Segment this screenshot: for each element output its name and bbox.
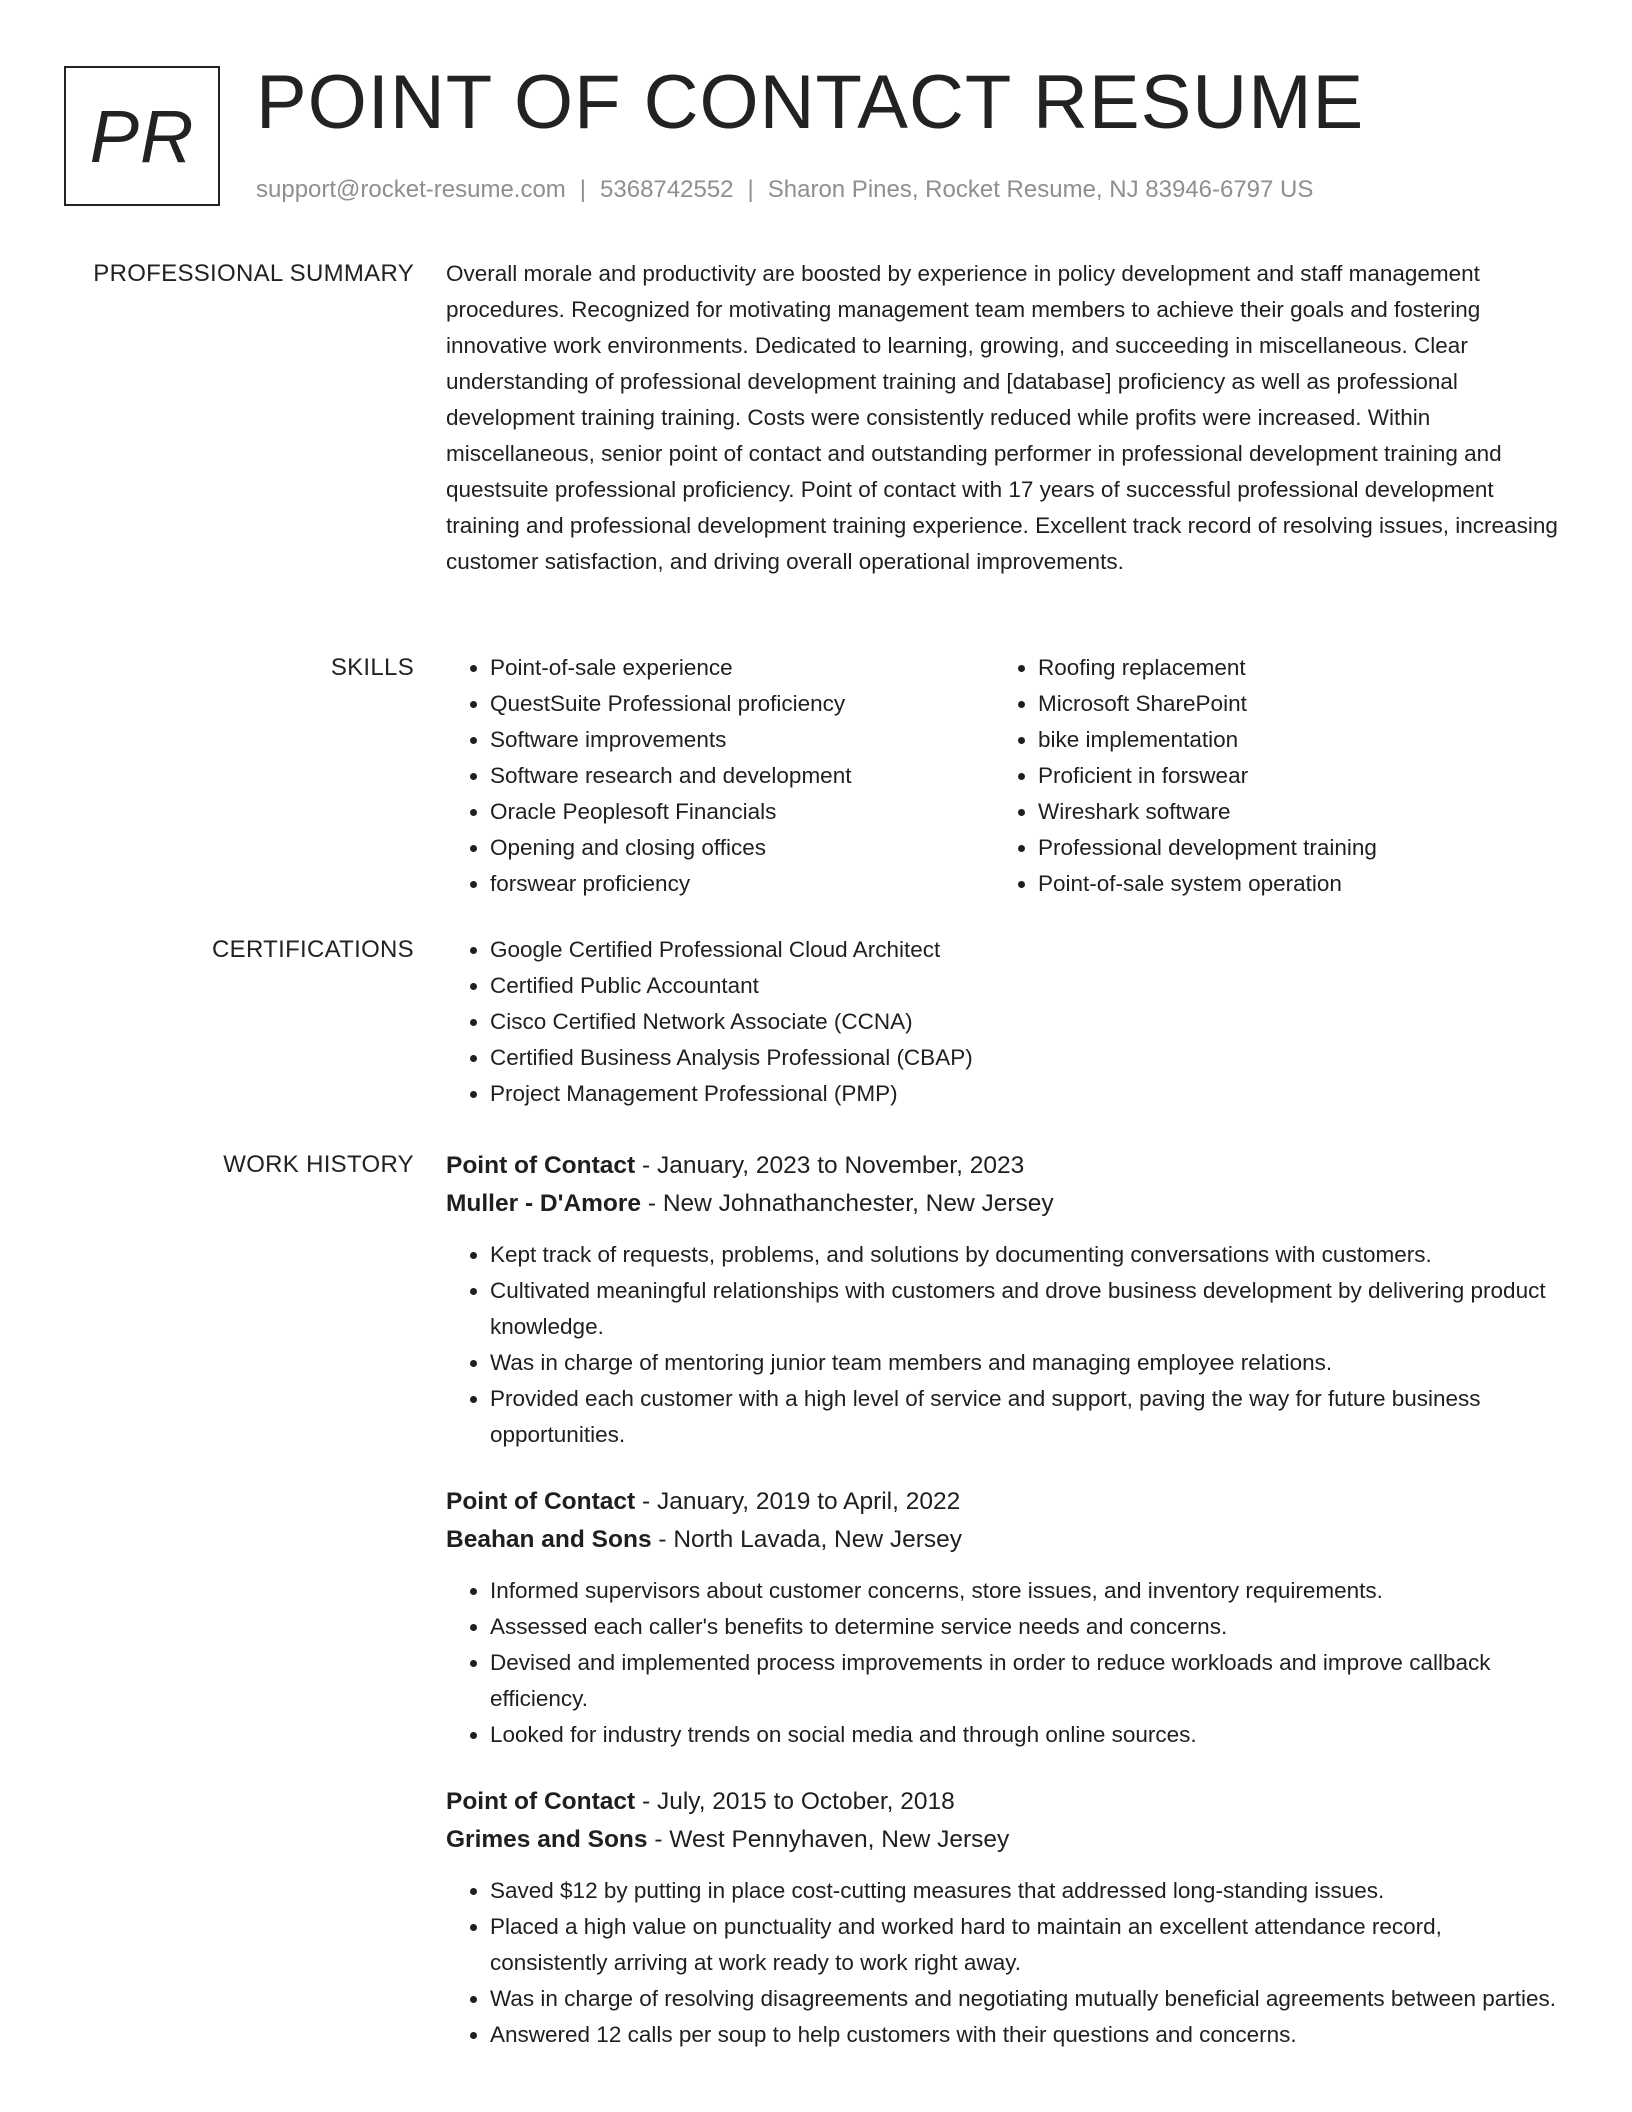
certification-item: • Certified Business Analysis Professional (CBAP) — [490, 1040, 1558, 1076]
job-title-line — [446, 1147, 1558, 1185]
certification-item: • Cisco Certified Network Associate (CCNA) — [490, 1004, 1558, 1040]
job-duty: • Looked for industry trends on social media and through online sources. — [490, 1717, 1558, 1753]
section-body — [446, 932, 1558, 1112]
job-title: Point of Contact — [446, 1152, 636, 1179]
skill-item: • Software improvements — [490, 722, 994, 758]
contact-email: support@rocket-resume.com — [256, 176, 566, 203]
section-label: SKILLS — [330, 654, 414, 681]
job-duty: • Kept track of requests, problems, and solutions by documenting conversations with customers. — [490, 1237, 1558, 1273]
section-label: CERTIFICATIONS — [212, 936, 414, 963]
skill-item: • forswear proficiency — [490, 866, 994, 902]
job-duties-list — [446, 1237, 1558, 1453]
job-entry — [446, 1147, 1558, 1453]
skill-item: • Point-of-sale experience — [490, 650, 994, 686]
job-location: - North Lavada, New Jersey — [651, 1526, 963, 1553]
skill-item: • QuestSuite Professional proficiency — [490, 686, 994, 722]
certification-item: • Certified Public Accountant — [490, 968, 1558, 1004]
job-duty: • Provided each customer with a high level of service and support, paving the way for future business opportunities. — [490, 1381, 1558, 1453]
skill-item: • Professional development training — [1038, 830, 1542, 866]
job-duty: • Was in charge of mentoring junior team members and managing employee relations. — [490, 1345, 1558, 1381]
job-location: - West Pennyhaven, New Jersey — [647, 1826, 1010, 1853]
skill-item: • Proficient in forswear — [1038, 758, 1542, 794]
monogram-badge — [64, 66, 220, 206]
section-body — [446, 256, 1558, 580]
job-duties-list — [446, 1573, 1558, 1753]
job-title: Point of Contact — [446, 1488, 636, 1515]
job-company: Grimes and Sons — [446, 1826, 648, 1853]
job-dates: - July, 2015 to October, 2018 — [635, 1788, 955, 1815]
skill-item: • Opening and closing offices — [490, 830, 994, 866]
job-duty: • Devised and implemented process improvements in order to reduce workloads and improve callback efficiency. — [490, 1645, 1558, 1717]
job-duty: • Assessed each caller's benefits to determine service needs and concerns. — [490, 1609, 1558, 1645]
job-company: Beahan and Sons — [446, 1526, 652, 1553]
certifications-list — [446, 932, 1558, 1112]
job-duty: • Was in charge of resolving disagreements and negotiating mutually beneficial agreements between parties. — [490, 1981, 1558, 2017]
job-company-line — [446, 1821, 1558, 1859]
job-company: Muller - D'Amore — [446, 1190, 642, 1217]
skill-item: • Wireshark software — [1038, 794, 1542, 830]
skill-item: • Oracle Peoplesoft Financials — [490, 794, 994, 830]
skills-list-right — [994, 650, 1542, 902]
job-duty: • Placed a high value on punctuality and worked hard to maintain an excellent attendance record, consistently arriving at work ready to work right away. — [490, 1909, 1558, 1981]
job-title-line — [446, 1483, 1558, 1521]
contact-separator: | — [747, 176, 754, 203]
job-entry — [446, 1783, 1558, 2053]
certification-item: • Google Certified Professional Cloud Architect — [490, 932, 1558, 968]
section-label: WORK HISTORY — [223, 1151, 414, 1178]
contact-line — [256, 172, 1313, 208]
certification-item: • Project Management Professional (PMP) — [490, 1076, 1558, 1112]
contact-phone: 5368742552 — [600, 176, 734, 203]
skills-grid — [446, 650, 1558, 902]
monogram-initials: PR — [89, 94, 195, 178]
skill-item: • Microsoft SharePoint — [1038, 686, 1542, 722]
job-location: - New Johnathanchester, New Jersey — [641, 1190, 1054, 1217]
job-company-line — [446, 1521, 1558, 1559]
job-entry — [446, 1483, 1558, 1753]
skill-item: • Software research and development — [490, 758, 994, 794]
skill-item: • Roofing replacement — [1038, 650, 1542, 686]
section-body — [446, 1147, 1558, 2083]
job-duty: • Informed supervisors about customer concerns, store issues, and inventory requirements. — [490, 1573, 1558, 1609]
section-label: PROFESSIONAL SUMMARY — [93, 260, 414, 287]
skill-item: • Point-of-sale system operation — [1038, 866, 1542, 902]
resume-title: POINT OF CONTACT RESUME — [256, 60, 1365, 145]
job-dates: - January, 2023 to November, 2023 — [635, 1152, 1025, 1179]
job-duty: • Cultivated meaningful relationships with customers and drove business development by delivering product knowledge. — [490, 1273, 1558, 1345]
job-title-line — [446, 1783, 1558, 1821]
skills-list-left — [446, 650, 994, 902]
job-title: Point of Contact — [446, 1788, 636, 1815]
contact-separator: | — [579, 176, 587, 203]
job-duty: • Answered 12 calls per soup to help customers with their questions and concerns. — [490, 2017, 1558, 2053]
job-duty: • Saved $12 by putting in place cost-cutting measures that addressed long-standing issues. — [490, 1873, 1558, 1909]
summary-text: Overall morale and productivity are boosted by experience in policy development and staff management procedures. Recognized for motivating management team members to achieve their goals and fostering innovative work environments. Dedicated to learning, growing, and succeeding in miscellaneous. Clear understanding of professional development training and [database] proficiency as well as professional development training training. Costs were consistently reduced while profits were increased. Within miscellaneous, senior point of contact and outstanding performer in professional development training and questsuite professional proficiency. Point of contact with 17 years of successful professional development training and professional development training experience. Excellent track record of resolving issues, increasing customer satisfaction, and driving overall operational improvements. — [446, 261, 1558, 574]
job-company-line — [446, 1185, 1558, 1223]
skill-item: • bike implementation — [1038, 722, 1542, 758]
contact-address: Sharon Pines, Rocket Resume, NJ 83946-6797 US — [767, 176, 1314, 203]
job-duties-list — [446, 1873, 1558, 2053]
job-dates: - January, 2019 to April, 2022 — [635, 1488, 961, 1515]
